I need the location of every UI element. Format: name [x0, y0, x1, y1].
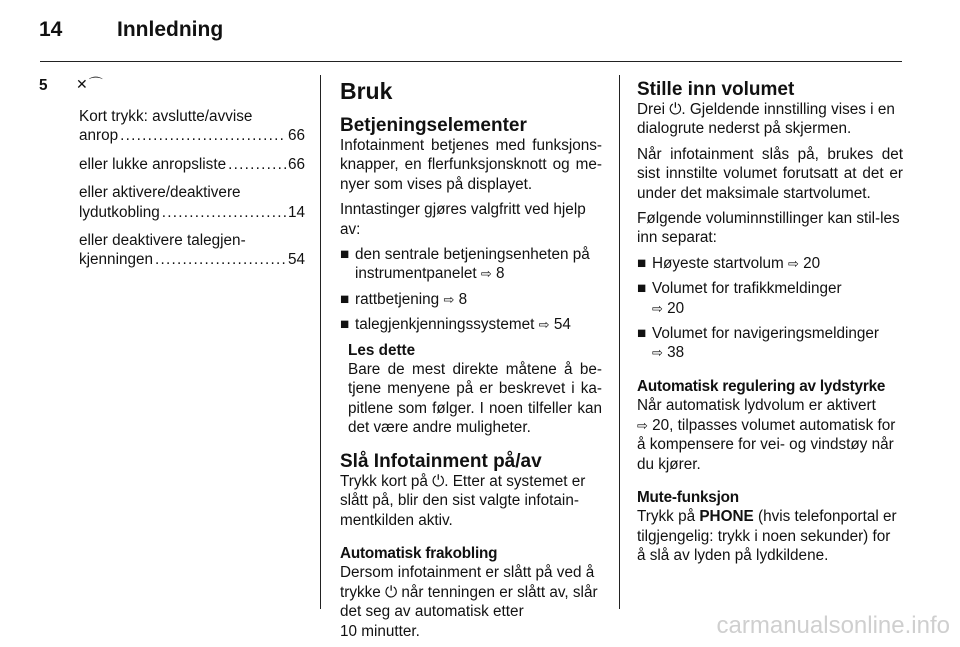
paragraph: Når automatisk lydvolum er aktivert ⇨ 20, tilpasses volumet automatisk for å kompensere for vei- og vindstøy når du kjører.: [637, 397, 896, 473]
control-number: 5: [39, 77, 48, 94]
bullet-icon: ■: [340, 246, 350, 264]
paragraph: Når infotainment slås på, brukes det sist innstilte volumet forutsatt at det er under det maksimale startvolumet.: [637, 145, 903, 202]
arrow-icon: ⇨: [538, 317, 550, 333]
chapter-title: Innledning: [117, 18, 224, 41]
toc-page-ref[interactable]: 14: [287, 203, 305, 221]
control-entries: [79, 107, 305, 279]
page-ref[interactable]: 38: [667, 344, 685, 362]
list-item: ■ Volumet for trafikkmeldinger ⇨ 20: [637, 280, 842, 317]
list-item: ■ Volumet for navigeringsmeldinger ⇨ 38: [637, 325, 880, 362]
list-item: ■ Høyeste startvolum ⇨ 20: [637, 254, 821, 272]
column-volume: [637, 76, 903, 572]
arrow-icon: ⇨: [788, 255, 799, 271]
toc-entry-text: eller lukke anropsliste: [79, 155, 227, 173]
section-title: Bruk: [340, 78, 393, 104]
page-header: [39, 18, 902, 58]
toc-entry-text: kjenningen: [79, 251, 153, 269]
toc-entry-pre: eller deaktivere talegjen-: [79, 232, 246, 250]
subsection-heading: Betjeningselementer: [340, 115, 527, 136]
note-title: Les dette: [348, 341, 416, 359]
subsection-heading: Slå Infotainment på/av: [340, 450, 542, 472]
bullet-icon: ■: [340, 316, 350, 334]
subsection-heading: Automatisk frakobling: [340, 544, 498, 562]
power-icon: ⏻: [385, 583, 398, 601]
watermark: carmanualsonline.info: [716, 612, 950, 639]
column-divider: [619, 75, 620, 609]
column-divider: [320, 75, 321, 609]
toc-entry: [79, 107, 305, 146]
paragraph: Følgende voluminnstillinger kan stil-les inn separat:: [637, 210, 900, 247]
arrow-icon: ⇨: [637, 417, 648, 433]
toc-page-ref[interactable]: 54: [287, 251, 305, 269]
subsection-heading: Mute-funksjon: [637, 488, 739, 506]
bullet-icon: ■: [637, 254, 647, 272]
leader-dots: [155, 250, 286, 269]
arrow-icon: ⇨: [652, 300, 663, 316]
page-ref[interactable]: 20: [803, 254, 821, 272]
column-usage: [340, 76, 602, 647]
list-item: ■ talegjenkjenningssystemet ⇨ 54: [340, 316, 571, 334]
arrow-icon: ⇨: [480, 266, 492, 282]
paragraph: Inntastinger gjøres valgfritt ved hjelp av:: [340, 201, 586, 238]
bullet-list: [637, 254, 903, 363]
toc-entry: [79, 155, 305, 174]
toc-entry: [79, 231, 305, 270]
page-ref[interactable]: 20: [652, 416, 670, 434]
subsection-heading: Stille inn volumet: [637, 79, 795, 100]
toc-page-ref[interactable]: 66: [287, 127, 305, 145]
page-ref[interactable]: 8: [458, 290, 468, 308]
note-text: Bare de mest direkte måtene å be-tjene menyene på er beskrevet i ka-pitlene som følger. I noen tilfeller kan det være andre muligheter.: [348, 361, 602, 437]
page-number: 14: [39, 18, 63, 41]
page-ref[interactable]: 54: [553, 316, 571, 334]
phone-key-label: PHONE: [699, 508, 754, 526]
phone-end-icon: ✕⌒: [76, 76, 104, 92]
paragraph: Drei ⏻. Gjeldende innstilling vises i en dialogrute nederst på skjermen.: [637, 101, 895, 138]
leader-dots: [162, 203, 286, 222]
bullet-icon: ■: [637, 325, 647, 343]
header-divider: [40, 61, 902, 62]
page-ref[interactable]: 8: [496, 265, 505, 283]
list-item: ■ den sentrale betjeningsenheten på instrumentpanelet ⇨ 8: [340, 246, 590, 283]
bullet-icon: ■: [637, 280, 647, 298]
paragraph: Dersom infotainment er slått på ved å trykke ⏻ når tenningen er slått av, slår det seg av automatisk etter 10 minutter.: [340, 564, 598, 640]
paragraph: Trykk kort på ⏻. Etter at systemet er slått på, blir den sist valgte infotain-mentkilden aktiv.: [340, 472, 586, 529]
list-item: ■ rattbetjening ⇨ 8: [340, 290, 468, 308]
paragraph: Infotainment betjenes med funksjons-knapper, en flerfunksjonsknott og me-nyer som vises på displayet.: [340, 137, 602, 193]
leader-dots: [228, 155, 286, 174]
toc-page-ref[interactable]: 66: [287, 155, 305, 173]
arrow-icon: ⇨: [652, 345, 663, 361]
toc-entry-text: lydutkobling: [79, 203, 160, 221]
note-box: [348, 341, 602, 438]
bullet-icon: ■: [340, 290, 350, 308]
toc-entry-pre: eller aktivere/deaktivere: [79, 184, 241, 202]
toc-entry-text: anrop: [79, 127, 119, 145]
volume-knob-icon: ⏻: [669, 101, 682, 118]
bullet-list: [340, 245, 602, 335]
leader-dots: [120, 126, 286, 145]
subsection-heading: Automatisk regulering av lydstyrke: [637, 377, 886, 395]
page-ref[interactable]: 20: [667, 299, 685, 317]
toc-entry-pre: Kort trykk: avslutte/avvise: [79, 108, 253, 125]
arrow-icon: ⇨: [443, 291, 455, 307]
power-icon: ⏻: [432, 472, 445, 490]
paragraph: Trykk på PHONE (hvis telefonportal er tilgjengelig: trykk i noen sekunder) for å slå av lyden på lydkildene.: [637, 508, 897, 565]
toc-entry: [79, 183, 305, 222]
